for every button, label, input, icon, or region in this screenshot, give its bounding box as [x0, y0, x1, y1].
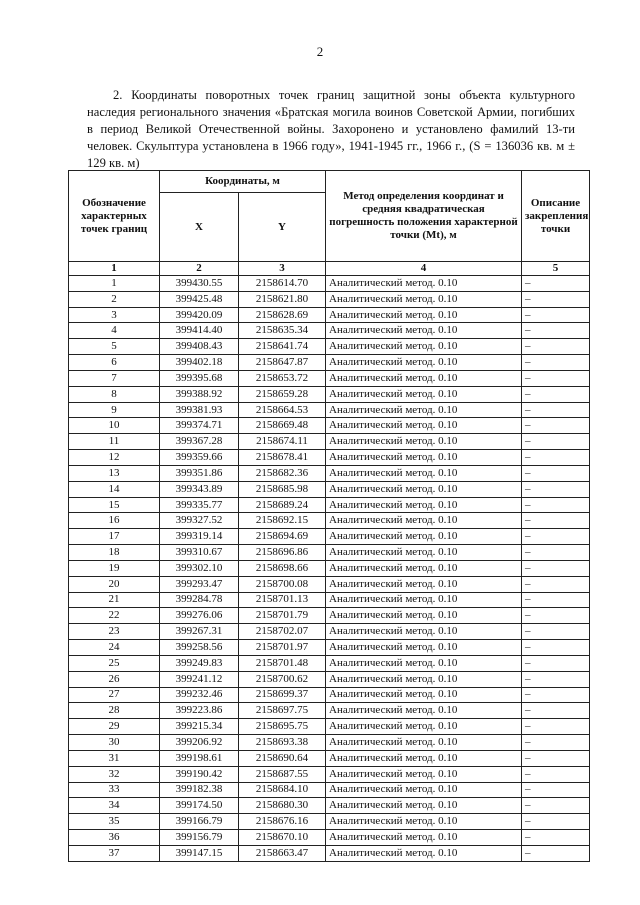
cell-description: – [522, 291, 590, 307]
cell-coord-x: 399258.56 [160, 640, 239, 656]
cell-method: Аналитический метод. 0.10 [326, 513, 522, 529]
cell-point-number: 36 [69, 829, 160, 845]
cell-coord-x: 399310.67 [160, 545, 239, 561]
cell-coord-y: 2158693.38 [239, 735, 326, 751]
cell-coord-y: 2158698.66 [239, 560, 326, 576]
cell-description: – [522, 276, 590, 292]
cell-method: Аналитический метод. 0.10 [326, 592, 522, 608]
cell-method: Аналитический метод. 0.10 [326, 465, 522, 481]
cell-method: Аналитический метод. 0.10 [326, 782, 522, 798]
cell-coord-x: 399166.79 [160, 814, 239, 830]
cell-description: – [522, 339, 590, 355]
cell-description: – [522, 402, 590, 418]
table-row [69, 323, 590, 339]
cell-point-number: 1 [69, 276, 160, 292]
table-row [69, 735, 590, 751]
cell-coord-y: 2158701.79 [239, 608, 326, 624]
cell-method: Аналитический метод. 0.10 [326, 339, 522, 355]
cell-description: – [522, 450, 590, 466]
cell-coord-y: 2158641.74 [239, 339, 326, 355]
cell-description: – [522, 719, 590, 735]
cell-method: Аналитический метод. 0.10 [326, 386, 522, 402]
table-row [69, 450, 590, 466]
cell-description: – [522, 370, 590, 386]
cell-point-number: 3 [69, 307, 160, 323]
cell-point-number: 34 [69, 798, 160, 814]
cell-point-number: 10 [69, 418, 160, 434]
table-row [69, 829, 590, 845]
cell-coord-x: 399381.93 [160, 402, 239, 418]
table-row [69, 386, 590, 402]
cell-method: Аналитический метод. 0.10 [326, 719, 522, 735]
cell-description: – [522, 576, 590, 592]
cell-point-number: 13 [69, 465, 160, 481]
cell-point-number: 30 [69, 735, 160, 751]
cell-description: – [522, 592, 590, 608]
cell-coord-y: 2158678.41 [239, 450, 326, 466]
cell-method: Аналитический метод. 0.10 [326, 845, 522, 861]
cell-coord-x: 399408.43 [160, 339, 239, 355]
table-row [69, 782, 590, 798]
cell-description: – [522, 655, 590, 671]
table-row [69, 465, 590, 481]
cell-method: Аналитический метод. 0.10 [326, 655, 522, 671]
cell-method: Аналитический метод. 0.10 [326, 829, 522, 845]
cell-method: Аналитический метод. 0.10 [326, 766, 522, 782]
cell-point-number: 16 [69, 513, 160, 529]
cell-method: Аналитический метод. 0.10 [326, 750, 522, 766]
page-number: 2 [316, 44, 324, 59]
cell-coord-y: 2158653.72 [239, 370, 326, 386]
cell-description: – [522, 735, 590, 751]
cell-method: Аналитический метод. 0.10 [326, 735, 522, 751]
cell-method: Аналитический метод. 0.10 [326, 450, 522, 466]
cell-point-number: 37 [69, 845, 160, 861]
header-coords: Координаты, м [160, 171, 326, 193]
cell-method: Аналитический метод. 0.10 [326, 497, 522, 513]
table-row [69, 402, 590, 418]
cell-point-number: 23 [69, 624, 160, 640]
cell-point-number: 6 [69, 355, 160, 371]
table-row [69, 418, 590, 434]
cell-coord-y: 2158697.75 [239, 703, 326, 719]
cell-method: Аналитический метод. 0.10 [326, 687, 522, 703]
cell-coord-y: 2158621.80 [239, 291, 326, 307]
cell-coord-y: 2158700.08 [239, 576, 326, 592]
cell-method: Аналитический метод. 0.10 [326, 529, 522, 545]
cell-point-number: 18 [69, 545, 160, 561]
cell-coord-x: 399327.52 [160, 513, 239, 529]
cell-point-number: 5 [69, 339, 160, 355]
table-row [69, 640, 590, 656]
cell-method: Аналитический метод. 0.10 [326, 814, 522, 830]
cell-method: Аналитический метод. 0.10 [326, 703, 522, 719]
cell-coord-x: 399276.06 [160, 608, 239, 624]
cell-description: – [522, 829, 590, 845]
table-row [69, 592, 590, 608]
intro-paragraph: 2. Координаты поворотных точек границ защитной зоны объекта культурного наследия регионального значения «Братская могила воинов Советской Армии, погибших в период Великой Отечественной войны. Захоронено и установлено фамилий 13-ти человек. Скульптура установлена в 1966 году», 1941-1945 гг., 1966 г., (S = 136036 кв. м ± 129 кв. м) [87, 87, 575, 170]
table-row [69, 766, 590, 782]
cell-method: Аналитический метод. 0.10 [326, 276, 522, 292]
cell-description: – [522, 323, 590, 339]
cell-point-number: 33 [69, 782, 160, 798]
cell-description: – [522, 529, 590, 545]
cell-description: – [522, 640, 590, 656]
table-row [69, 750, 590, 766]
cell-method: Аналитический метод. 0.10 [326, 640, 522, 656]
cell-description: – [522, 355, 590, 371]
cell-point-number: 24 [69, 640, 160, 656]
cell-coord-y: 2158628.69 [239, 307, 326, 323]
cell-coord-y: 2158682.36 [239, 465, 326, 481]
cell-coord-x: 399388.92 [160, 386, 239, 402]
cell-description: – [522, 418, 590, 434]
cell-coord-y: 2158659.28 [239, 386, 326, 402]
cell-coord-x: 399206.92 [160, 735, 239, 751]
table-row [69, 624, 590, 640]
cell-coord-y: 2158680.30 [239, 798, 326, 814]
table-row [69, 307, 590, 323]
cell-coord-x: 399319.14 [160, 529, 239, 545]
cell-point-number: 7 [69, 370, 160, 386]
header-description: Описание закрепления точки [522, 171, 590, 262]
cell-coord-y: 2158690.64 [239, 750, 326, 766]
cell-method: Аналитический метод. 0.10 [326, 576, 522, 592]
cell-description: – [522, 513, 590, 529]
cell-point-number: 8 [69, 386, 160, 402]
cell-point-number: 9 [69, 402, 160, 418]
cell-method: Аналитический метод. 0.10 [326, 671, 522, 687]
cell-coord-y: 2158635.34 [239, 323, 326, 339]
cell-method: Аналитический метод. 0.10 [326, 481, 522, 497]
cell-coord-y: 2158647.87 [239, 355, 326, 371]
col-number-1: 1 [69, 262, 160, 276]
table-row [69, 276, 590, 292]
cell-coord-x: 399147.15 [160, 845, 239, 861]
cell-method: Аналитический метод. 0.10 [326, 307, 522, 323]
table-row [69, 513, 590, 529]
cell-coord-y: 2158685.98 [239, 481, 326, 497]
table-row [69, 529, 590, 545]
cell-point-number: 15 [69, 497, 160, 513]
col-number-5: 5 [522, 262, 590, 276]
cell-description: – [522, 386, 590, 402]
coordinates-table [68, 170, 590, 862]
cell-description: – [522, 766, 590, 782]
table-row [69, 560, 590, 576]
cell-coord-y: 2158663.47 [239, 845, 326, 861]
cell-description: – [522, 307, 590, 323]
cell-method: Аналитический метод. 0.10 [326, 560, 522, 576]
cell-coord-x: 399367.28 [160, 434, 239, 450]
cell-description: – [522, 545, 590, 561]
header-method: Метод определения координат и средняя квадратическая погрешность положения характерной точки (Mt), м [326, 171, 522, 262]
cell-coord-x: 399241.12 [160, 671, 239, 687]
cell-coord-x: 399402.18 [160, 355, 239, 371]
table-row [69, 545, 590, 561]
table-row [69, 497, 590, 513]
cell-coord-y: 2158687.55 [239, 766, 326, 782]
cell-coord-x: 399249.83 [160, 655, 239, 671]
cell-coord-y: 2158670.10 [239, 829, 326, 845]
cell-coord-y: 2158699.37 [239, 687, 326, 703]
cell-point-number: 12 [69, 450, 160, 466]
cell-coord-x: 399215.34 [160, 719, 239, 735]
cell-coord-x: 399156.79 [160, 829, 239, 845]
cell-point-number: 2 [69, 291, 160, 307]
table-row [69, 291, 590, 307]
cell-description: – [522, 750, 590, 766]
cell-coord-x: 399335.77 [160, 497, 239, 513]
table-row [69, 655, 590, 671]
cell-coord-x: 399395.68 [160, 370, 239, 386]
table-row [69, 434, 590, 450]
cell-coord-x: 399351.86 [160, 465, 239, 481]
table-row [69, 719, 590, 735]
cell-description: – [522, 814, 590, 830]
cell-coord-x: 399302.10 [160, 560, 239, 576]
cell-coord-y: 2158696.86 [239, 545, 326, 561]
cell-point-number: 19 [69, 560, 160, 576]
cell-coord-y: 2158700.62 [239, 671, 326, 687]
cell-method: Аналитический метод. 0.10 [326, 370, 522, 386]
table-row [69, 845, 590, 861]
cell-point-number: 22 [69, 608, 160, 624]
cell-coord-y: 2158702.07 [239, 624, 326, 640]
cell-coord-x: 399174.50 [160, 798, 239, 814]
cell-point-number: 25 [69, 655, 160, 671]
cell-description: – [522, 608, 590, 624]
cell-point-number: 32 [69, 766, 160, 782]
cell-method: Аналитический метод. 0.10 [326, 291, 522, 307]
table-row [69, 814, 590, 830]
cell-method: Аналитический метод. 0.10 [326, 418, 522, 434]
header-x: X [160, 193, 239, 262]
table-row [69, 339, 590, 355]
col-number-2: 2 [160, 262, 239, 276]
cell-coord-x: 399343.89 [160, 481, 239, 497]
cell-description: – [522, 703, 590, 719]
cell-coord-y: 2158684.10 [239, 782, 326, 798]
cell-coord-y: 2158664.53 [239, 402, 326, 418]
cell-point-number: 28 [69, 703, 160, 719]
cell-description: – [522, 465, 590, 481]
cell-point-number: 29 [69, 719, 160, 735]
cell-description: – [522, 798, 590, 814]
cell-point-number: 35 [69, 814, 160, 830]
cell-method: Аналитический метод. 0.10 [326, 323, 522, 339]
cell-point-number: 31 [69, 750, 160, 766]
cell-coord-x: 399267.31 [160, 624, 239, 640]
cell-description: – [522, 782, 590, 798]
cell-coord-x: 399284.78 [160, 592, 239, 608]
cell-method: Аналитический метод. 0.10 [326, 402, 522, 418]
cell-description: – [522, 687, 590, 703]
cell-point-number: 11 [69, 434, 160, 450]
cell-point-number: 4 [69, 323, 160, 339]
cell-method: Аналитический метод. 0.10 [326, 608, 522, 624]
cell-coord-x: 399420.09 [160, 307, 239, 323]
cell-coord-y: 2158701.97 [239, 640, 326, 656]
cell-coord-y: 2158674.11 [239, 434, 326, 450]
cell-coord-y: 2158614.70 [239, 276, 326, 292]
cell-coord-y: 2158694.69 [239, 529, 326, 545]
cell-coord-y: 2158689.24 [239, 497, 326, 513]
cell-method: Аналитический метод. 0.10 [326, 798, 522, 814]
cell-coord-x: 399374.71 [160, 418, 239, 434]
cell-description: – [522, 481, 590, 497]
cell-description: – [522, 497, 590, 513]
cell-coord-y: 2158676.16 [239, 814, 326, 830]
cell-point-number: 26 [69, 671, 160, 687]
table-row [69, 576, 590, 592]
col-number-4: 4 [326, 262, 522, 276]
cell-coord-y: 2158695.75 [239, 719, 326, 735]
table-row [69, 798, 590, 814]
cell-description: – [522, 845, 590, 861]
cell-coord-y: 2158692.15 [239, 513, 326, 529]
cell-coord-x: 399430.55 [160, 276, 239, 292]
table-row [69, 608, 590, 624]
cell-coord-y: 2158701.48 [239, 655, 326, 671]
cell-point-number: 27 [69, 687, 160, 703]
cell-point-number: 20 [69, 576, 160, 592]
cell-coord-x: 399359.66 [160, 450, 239, 466]
table-row [69, 703, 590, 719]
cell-point-number: 17 [69, 529, 160, 545]
cell-description: – [522, 671, 590, 687]
cell-description: – [522, 560, 590, 576]
col-number-3: 3 [239, 262, 326, 276]
cell-method: Аналитический метод. 0.10 [326, 355, 522, 371]
table-body [69, 276, 590, 862]
cell-coord-x: 399182.38 [160, 782, 239, 798]
cell-coord-x: 399232.46 [160, 687, 239, 703]
cell-coord-x: 399414.40 [160, 323, 239, 339]
table-row [69, 481, 590, 497]
table-row [69, 687, 590, 703]
cell-coord-x: 399293.47 [160, 576, 239, 592]
cell-coord-y: 2158669.48 [239, 418, 326, 434]
cell-description: – [522, 434, 590, 450]
table-row [69, 370, 590, 386]
table-row [69, 355, 590, 371]
cell-coord-x: 399223.86 [160, 703, 239, 719]
cell-method: Аналитический метод. 0.10 [326, 545, 522, 561]
cell-coord-y: 2158701.13 [239, 592, 326, 608]
cell-point-number: 14 [69, 481, 160, 497]
cell-coord-x: 399190.42 [160, 766, 239, 782]
cell-method: Аналитический метод. 0.10 [326, 624, 522, 640]
cell-coord-x: 399425.48 [160, 291, 239, 307]
header-designation: Обозначение характерных точек границ [69, 171, 160, 262]
cell-description: – [522, 624, 590, 640]
table-row [69, 671, 590, 687]
cell-method: Аналитический метод. 0.10 [326, 434, 522, 450]
cell-point-number: 21 [69, 592, 160, 608]
header-y: Y [239, 193, 326, 262]
cell-coord-x: 399198.61 [160, 750, 239, 766]
